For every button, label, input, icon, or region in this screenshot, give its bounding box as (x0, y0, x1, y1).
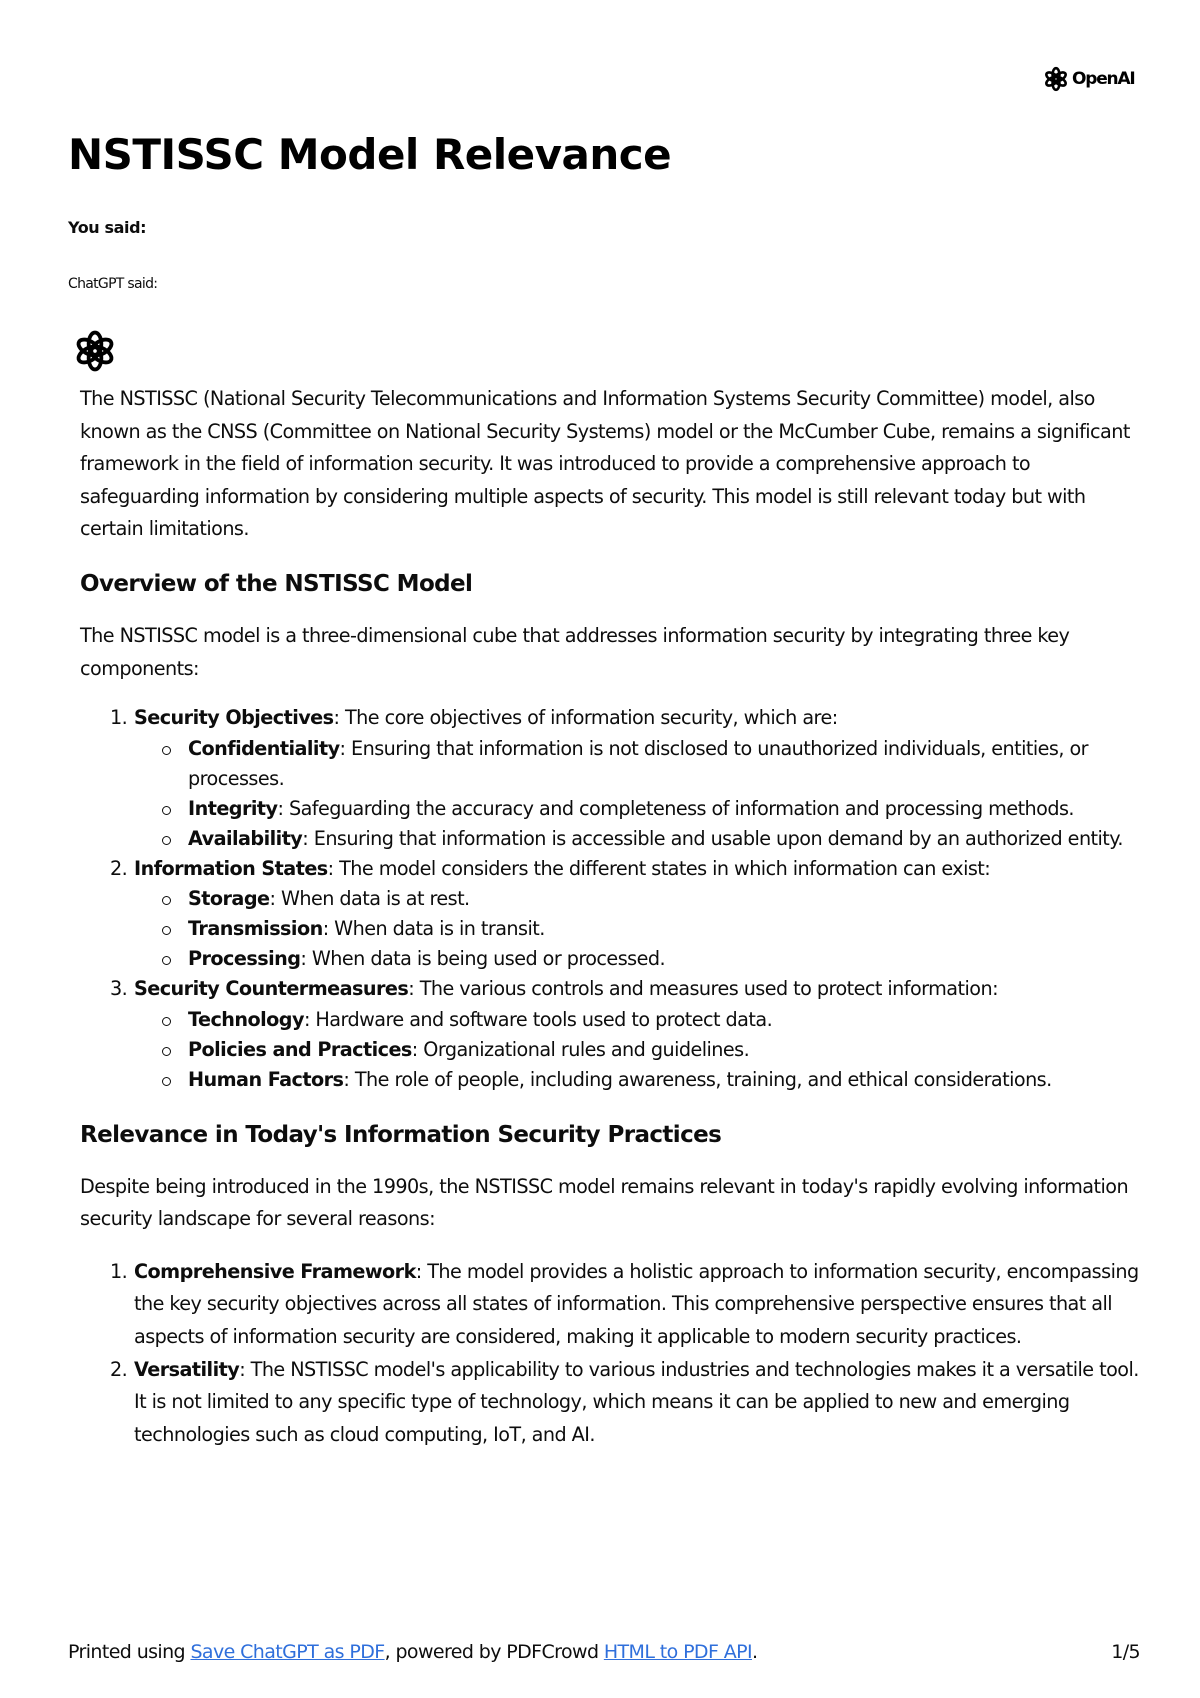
sub-list-item (80, 1035, 1140, 1065)
list-number: 3. (110, 977, 128, 1001)
sub-list-item (80, 1065, 1140, 1095)
bullet-circle-icon (162, 1017, 171, 1026)
bullet-circle-icon (162, 956, 171, 965)
bullet-circle-icon (162, 806, 171, 815)
list-number: 2. (110, 1357, 128, 1381)
intro-paragraph: The NSTISSC (National Security Telecommunications and Information Systems Security Committee) model, also known as the CNSS (Committee on National Security Systems) model or the McCumber Cube, remains a significant framework in the field of information security. It was introduced to provide a comprehensive approach to safeguarding information by considering multiple aspects of security. This model is still relevant today but with certain limitations. (80, 387, 1130, 541)
bullet-circle-icon (162, 836, 171, 845)
item-desc: : When data is in transit. (322, 917, 545, 941)
item-term: Technology (188, 1007, 304, 1031)
footer-text: Printed using (68, 1641, 191, 1663)
list-item (80, 974, 1140, 1095)
footer-credit (68, 1641, 757, 1663)
item-term: Security Countermeasures (134, 977, 409, 1001)
reasons-list (80, 1256, 1140, 1452)
bullet-circle-icon (162, 896, 171, 905)
overview-intro: The NSTISSC model is a three-dimensional cube that addresses information security by integrating three key components: (80, 623, 1070, 680)
bullet-circle-icon (162, 746, 171, 755)
item-term: Information States (134, 856, 328, 880)
item-term: Storage (188, 887, 270, 911)
item-desc: : The core objectives of information security, which are: (333, 706, 838, 730)
page-number: 1/5 (1111, 1641, 1140, 1663)
sub-list-item (80, 1005, 1140, 1035)
sub-list-item (80, 734, 1140, 794)
sub-list-item (80, 944, 1140, 974)
item-desc: : When data is being used or processed. (300, 947, 666, 971)
item-term: Versatility (134, 1357, 240, 1381)
sub-list-item (80, 884, 1140, 914)
assistant-response (80, 383, 1140, 1451)
section-heading-relevance: Relevance in Today's Information Security Practices (80, 1121, 722, 1148)
item-desc: : Safeguarding the accuracy and completeness of information and processing methods. (277, 796, 1074, 820)
sub-list (134, 734, 1140, 854)
html-to-pdf-api-link[interactable]: HTML to PDF API (603, 1641, 752, 1663)
list-item (80, 854, 1140, 975)
user-message-label: You said: (68, 218, 147, 237)
sub-list-item (80, 824, 1140, 854)
section-heading-overview: Overview of the NSTISSC Model (80, 570, 473, 597)
item-desc: : The NSTISSC model's applicability to various industries and technologies makes it a versatile tool. It is not limited to any specific type of technology, which means it can be applied to new and emerging technologies such as cloud computing, IoT, and AI. (134, 1357, 1139, 1446)
bullet-circle-icon (162, 926, 171, 935)
list-number: 2. (110, 856, 128, 880)
item-term: Transmission (188, 917, 323, 941)
openai-logo-icon (1043, 66, 1069, 92)
item-term: Human Factors (188, 1067, 344, 1091)
bullet-circle-icon (162, 1077, 171, 1086)
item-term: Availability (188, 826, 303, 850)
item-desc: : The various controls and measures used to protect information: (408, 977, 998, 1001)
item-term: Comprehensive Framework (134, 1259, 416, 1283)
item-desc: : Ensuring that information is not disclosed to unauthorized individuals, entities, or processes. (188, 736, 1088, 790)
item-desc: : Hardware and software tools used to protect data. (303, 1007, 773, 1031)
list-number: 1. (110, 706, 128, 730)
openai-brand (1043, 66, 1135, 92)
brand-name: OpenAI (1072, 69, 1135, 89)
item-term: Processing (188, 947, 301, 971)
chatgpt-logo-icon (72, 328, 118, 374)
page-title: NSTISSC Model Relevance (68, 130, 672, 179)
list-item (80, 1256, 1140, 1354)
sub-list (134, 884, 1140, 974)
sub-list (134, 1005, 1140, 1095)
components-list (80, 703, 1140, 1095)
print-footer (68, 1641, 1140, 1663)
sub-list-item (80, 914, 1140, 944)
item-term: Policies and Practices (188, 1037, 412, 1061)
item-term: Security Objectives (134, 706, 334, 730)
item-term: Confidentiality (188, 736, 340, 760)
list-item (80, 1354, 1140, 1452)
item-term: Integrity (188, 796, 278, 820)
item-desc: : The model provides a holistic approach to information security, encompassing the key security objectives across all states of information. This comprehensive perspective ensures that all aspects of information security are considered, making it applicable to modern security practices. (134, 1259, 1139, 1349)
item-desc: : The model considers the different states in which information can exist: (327, 856, 991, 880)
footer-text: . (751, 1641, 758, 1663)
bullet-circle-icon (162, 1047, 171, 1056)
save-chatgpt-pdf-link[interactable]: Save ChatGPT as PDF (190, 1641, 385, 1663)
item-desc: : Ensuring that information is accessible and usable upon demand by an authorized entity. (302, 826, 1123, 850)
list-item (80, 703, 1140, 854)
footer-text: , powered by PDFCrowd (384, 1641, 604, 1663)
item-desc: : When data is at rest. (269, 887, 470, 911)
relevance-intro: Despite being introduced in the 1990s, the NSTISSC model remains relevant in today's rapidly evolving information security landscape for several reasons: (80, 1174, 1129, 1231)
list-number: 1. (110, 1259, 128, 1283)
sub-list-item (80, 794, 1140, 824)
assistant-message-label: ChatGPT said: (68, 276, 158, 292)
item-desc: : The role of people, including awareness, training, and ethical considerations. (343, 1067, 1052, 1091)
item-desc: : Organizational rules and guidelines. (411, 1037, 750, 1061)
